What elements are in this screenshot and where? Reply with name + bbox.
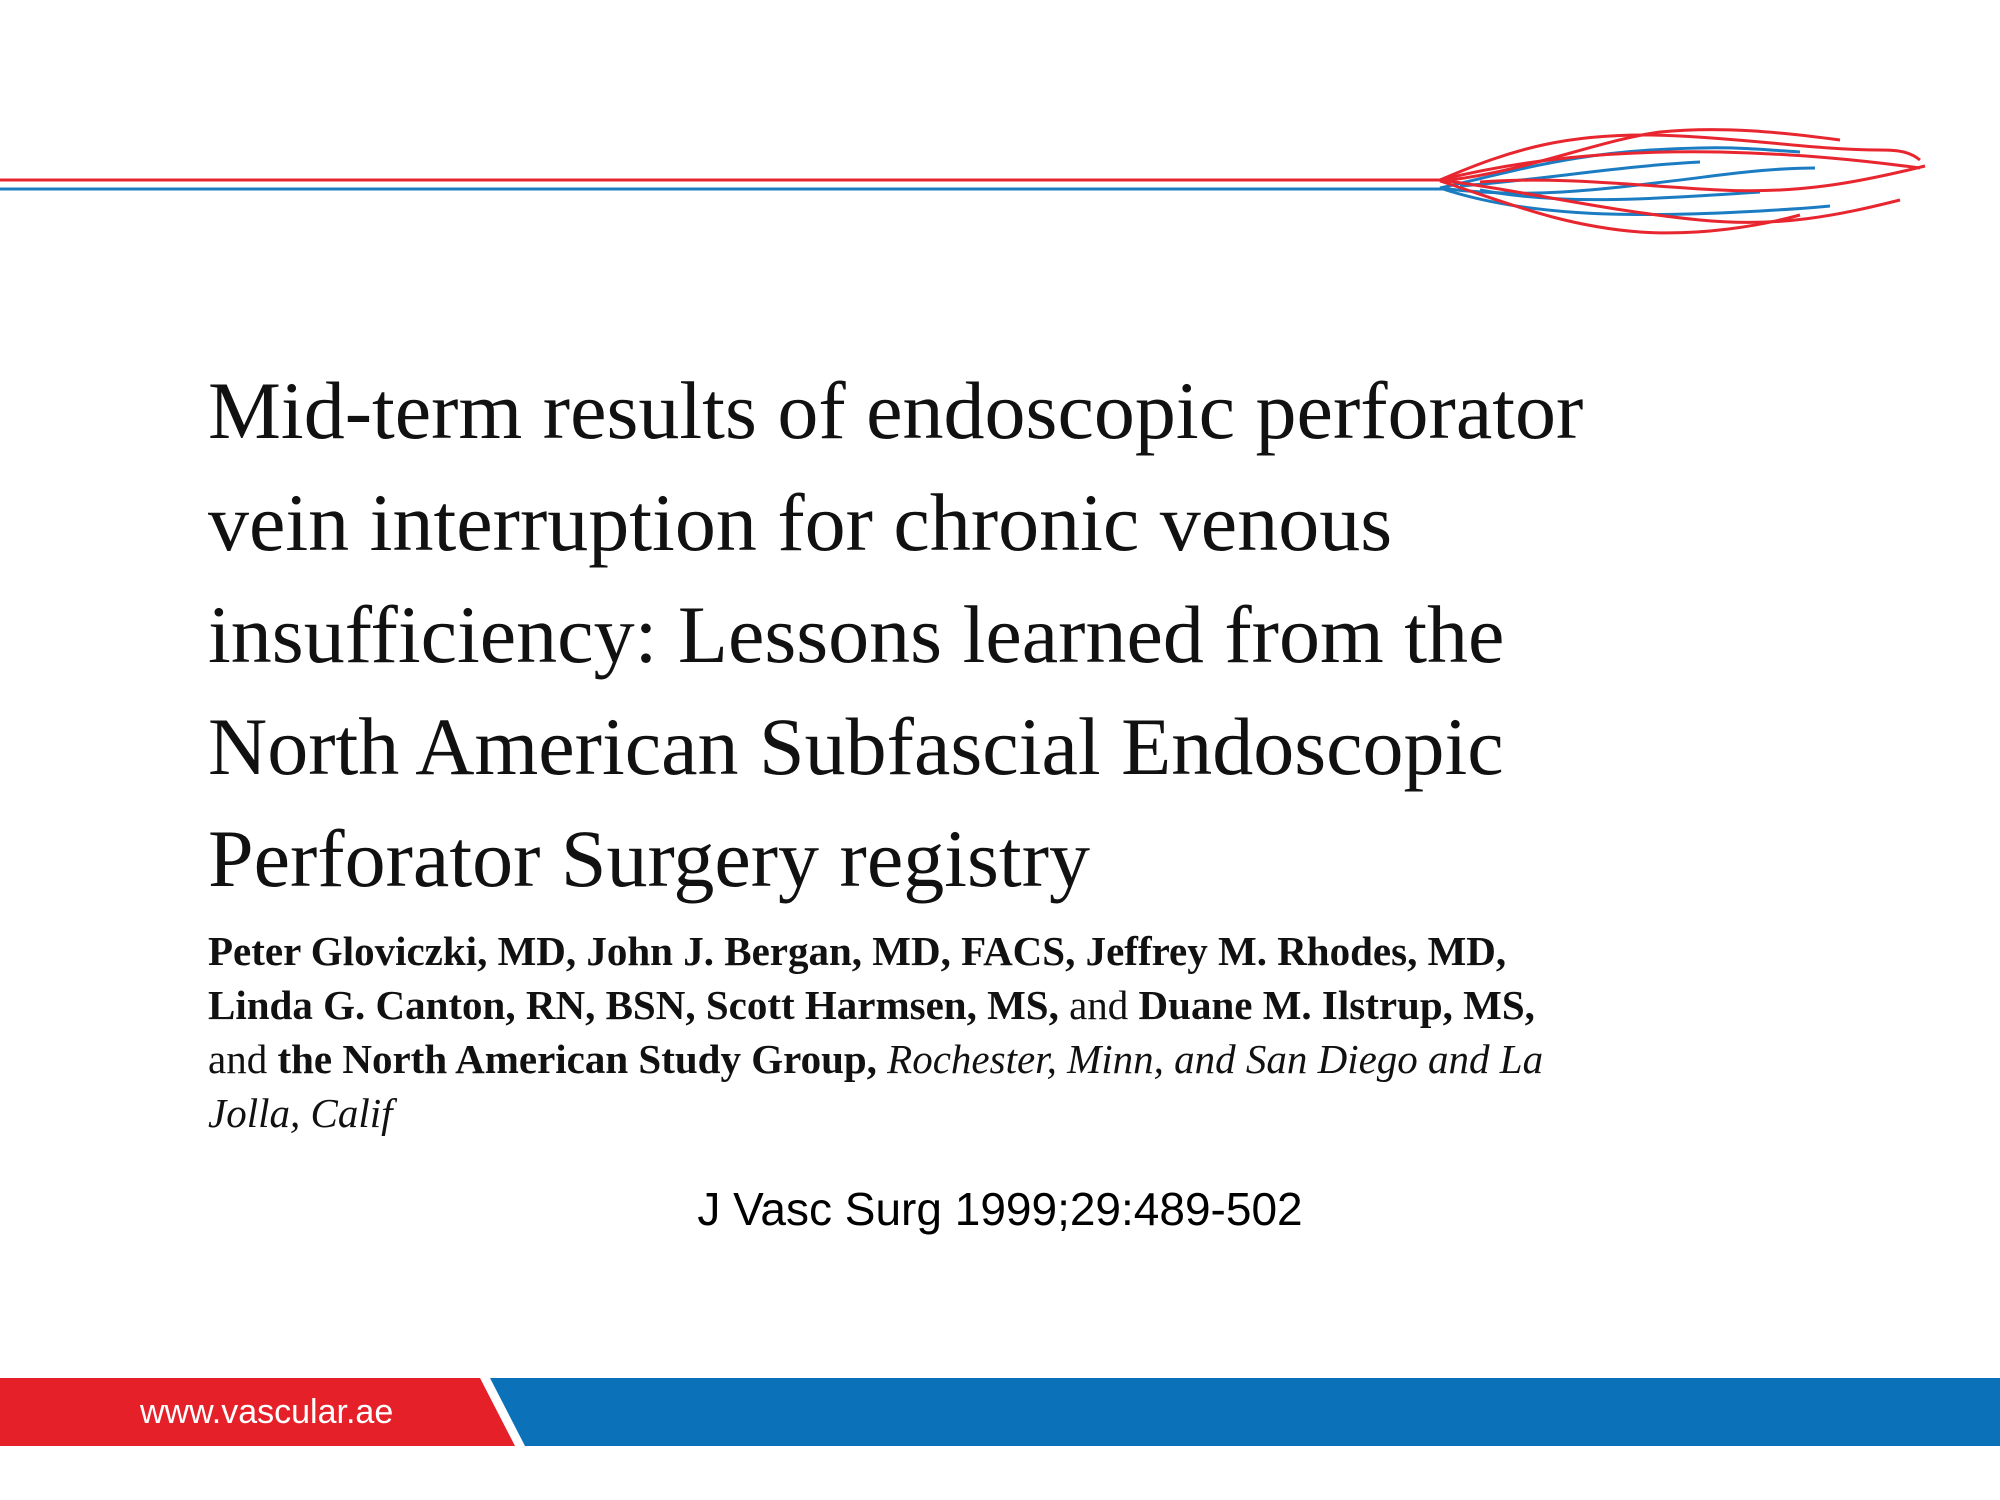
author-line (208, 1032, 1908, 1086)
affiliation: Rochester, Minn, and San Diego and La (876, 1036, 1544, 1082)
title-line: vein interruption for chronic venous (208, 477, 1393, 568)
title-line: Mid-term results of endoscopic perforator (208, 365, 1584, 456)
author-list (208, 924, 1908, 1140)
affiliation: Jolla, Calif (208, 1090, 393, 1136)
author-names: Duane M. Ilstrup, MS, (1138, 982, 1535, 1028)
journal-citation: J Vasc Surg 1999;29:489-502 (697, 1183, 1303, 1235)
author-conjunction: and (208, 1036, 278, 1082)
title-line: North American Subfascial Endoscopic (208, 701, 1504, 792)
paper-title (208, 355, 1908, 915)
title-line: insufficiency: Lessons learned from the (208, 589, 1505, 680)
study-group: the North American Study Group, (277, 1036, 877, 1082)
footer-bar (0, 1378, 2000, 1446)
title-line: Perforator Surgery registry (208, 813, 1091, 904)
author-conjunction: and (1058, 982, 1139, 1028)
author-line (208, 978, 1908, 1032)
author-line: Peter Gloviczki, MD, John J. Bergan, MD, FACS, Jeffrey M. Rhodes, MD, (208, 928, 1507, 974)
website-link[interactable]: www.vascular.ae (140, 1393, 394, 1431)
vein-lines-icon (0, 0, 2000, 280)
author-names: Linda G. Canton, RN, BSN, Scott Harmsen, MS, (208, 982, 1059, 1028)
